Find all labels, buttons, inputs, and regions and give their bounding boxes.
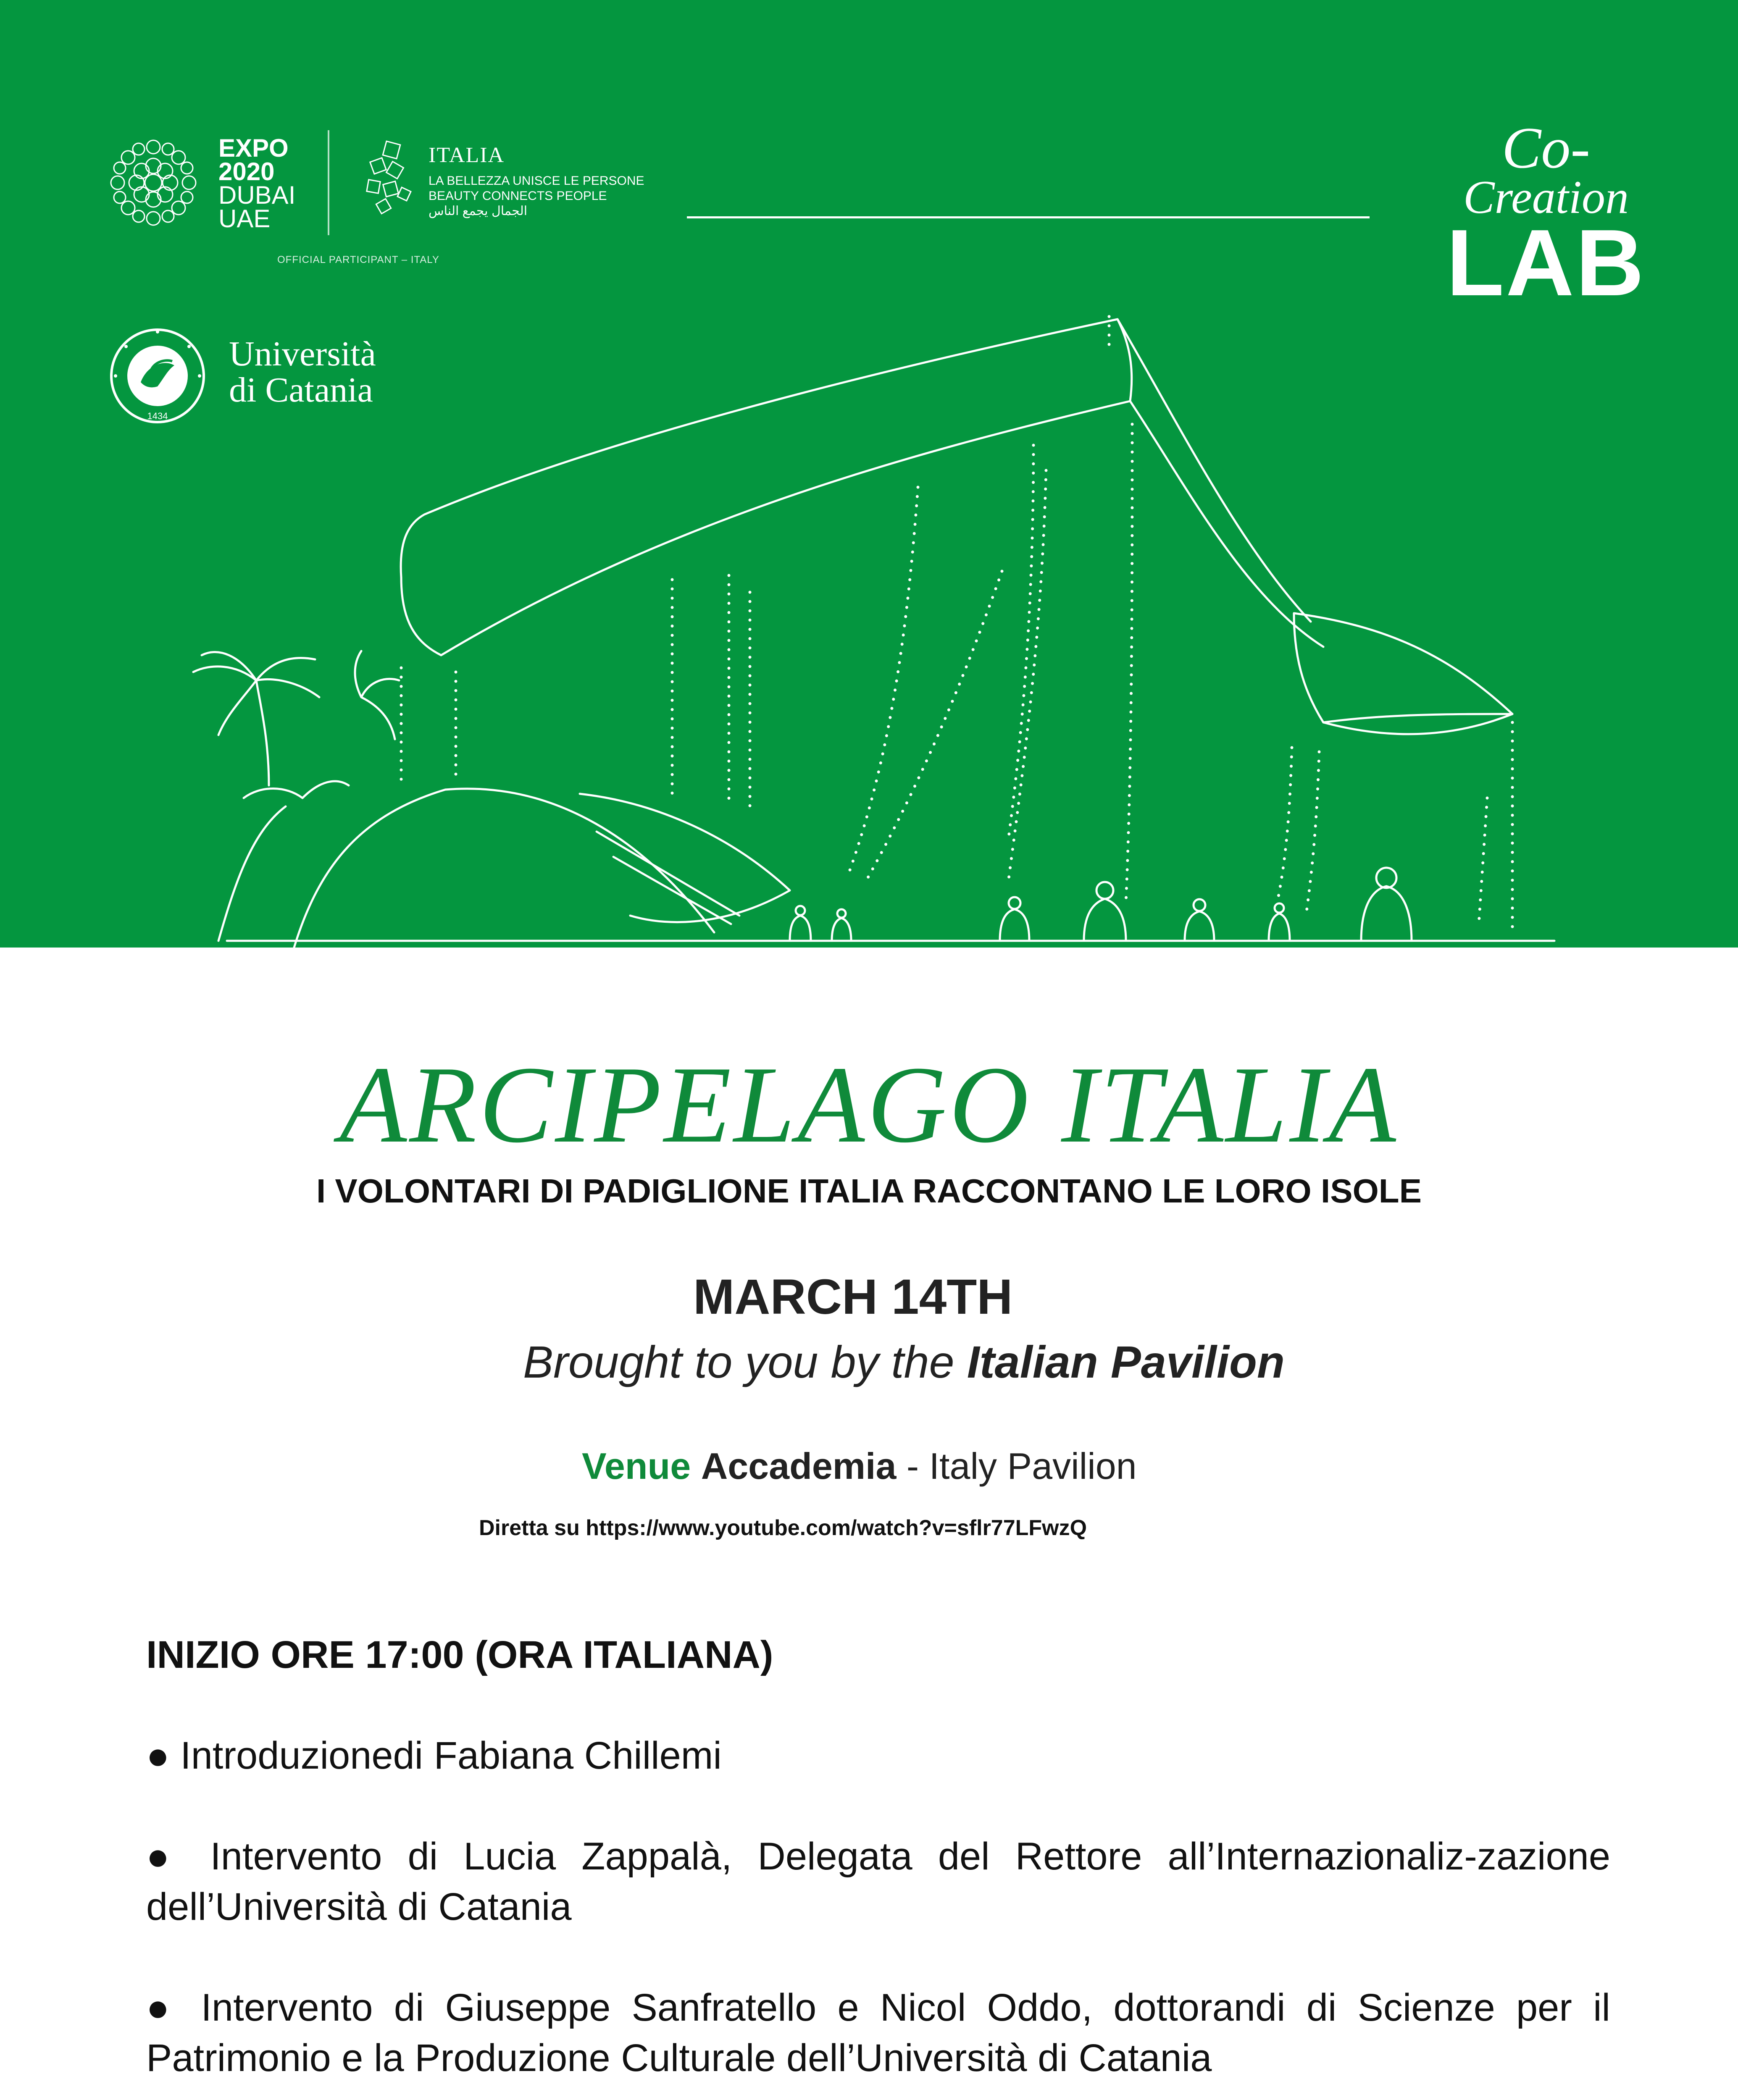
program-item: ● Intervento di Giuseppe Sanfratello e Nicol Oddo, dottorandi di Scienze per il Patrimonio e la Produzione Culturale dell’Università di Catania [146,1986,1610,2079]
header-divider-line [687,216,1370,218]
official-participant-label: OFFICIAL PARTICIPANT – ITALY [277,254,439,265]
italia-title: ITALIA [429,143,505,167]
expo-line2: 2020 [218,158,275,186]
venue-rest: - Italy Pavilion [896,1445,1137,1487]
italia-logo-icon [359,139,418,218]
venue-line [582,1445,1137,1488]
program-item: ● Introduzionedi Fabiana Chillemi [146,1734,722,1777]
italia-wordmark [429,143,644,219]
program-start-time: INIZIO ORE 17:00 (ORA ITALIANA) [146,1633,773,1676]
expo-logo-icon [99,128,208,237]
logo-separator [328,130,329,235]
expo-line3: DUBAI [218,181,296,209]
brought-by-line [523,1336,1285,1388]
university-name [229,336,376,408]
university-seal-icon [101,319,214,433]
livestream-link[interactable]: Diretta su https://www.youtube.com/watch?v=sflr77LFwzQ [479,1516,1087,1540]
event-subtitle: I VOLONTARI DI PADIGLIONE ITALIA RACCONTANO LE LORO ISOLE [316,1172,1422,1210]
italia-tagline-en: BEAUTY CONNECTS PEOPLE [429,189,607,203]
italia-tagline-ar: الجمال يجمع الناس [429,204,528,218]
cocreation-lab: LAB [1446,210,1646,315]
program-item: ● Intervento di Lucia Zappalà, Delegata del Rettore all’Internazionaliz-zazione dell’Università di Catania [146,1835,1610,1928]
italia-tagline-it: LA BELLEZZA UNISCE LE PERSONE [429,174,644,188]
university-name-line2: di Catania [229,370,373,410]
venue-label: Venue [582,1445,691,1487]
header-banner [0,0,1738,948]
expo-wordmark [218,136,295,231]
event-title: ARCIPELAGO ITALIA [339,1044,1399,1166]
event-date: MARCH 14TH [693,1269,1013,1325]
expo-line1: EXPO [218,134,289,162]
italia-tagline [429,173,644,219]
university-name-line1: Università [229,334,376,373]
university-seal-year: 1434 [147,411,168,421]
cocreation-line1: Co- [1502,116,1590,181]
venue-name: Accademia [701,1445,897,1487]
cocreation-lab-logo [1437,116,1655,315]
program-section [146,1630,1610,2100]
brought-prefix: Brought to you by the [523,1336,967,1387]
expo-line4: UAE [218,205,271,233]
brought-organizer: Italian Pavilion [967,1336,1285,1387]
cocreation-line2: Creation [1463,171,1629,223]
